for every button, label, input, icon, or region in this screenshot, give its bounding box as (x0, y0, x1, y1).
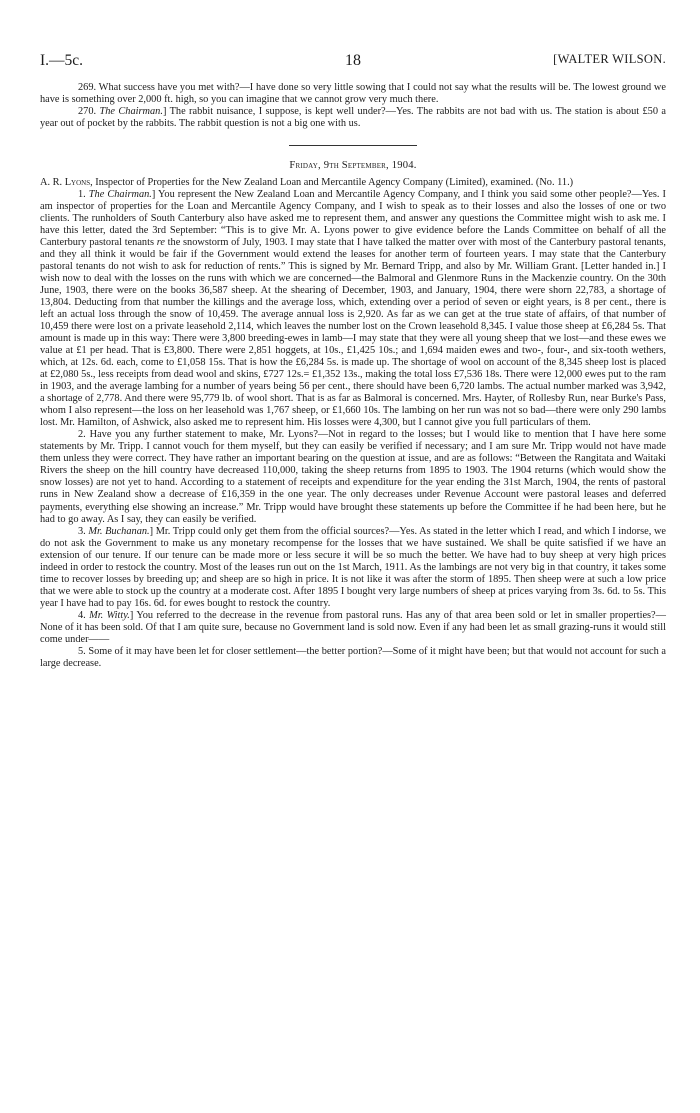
paragraph-text: ] The rabbit nuisance, I suppose, is kept well under?—Yes. The rabbits are not bad with us. The station is about £50 a year out of pocket by the rabbits. The rabbit question is not a big one with us. (40, 106, 667, 130)
paragraph-text: 5. Some of it may have been let for closer settlement—the better portion?—Some of it might have been; but that would not account for such a large decrease. (40, 645, 666, 669)
paragraph (40, 189, 666, 429)
paragraph (40, 526, 666, 610)
section-divider (289, 145, 417, 146)
paragraph (40, 429, 666, 525)
paragraph-text: ] You referred to the decrease in the revenue from pastoral runs. Has any of that area been sold or let in smaller properties?—None of it has been sold. Of that I am quite sure, because no Government land is sold now. Even if any had been let as small grazing-runs it would still come under—— (40, 609, 666, 645)
speaker-name: re (156, 237, 165, 249)
paragraph-text: 270. (78, 106, 100, 118)
paragraph-text: 3. (78, 525, 89, 537)
paragraph-text: ] Mr. Tripp could only get them from the official sources?—Yes. As stated in the letter which I read, and which I indorse, we do not ask the Government to make us any monetary recompense for the losses that we have sustained. We shall be quite satisfied if we have an extension of our tenure. If our tenure can be made more or less secure it will be so much the better. We have had to buy sheep at very high prices indeed in order to restock the country. Most of the leases run out on the 1st March, 1911. As the lambings are not very big in that country, it takes some time to recover losses by breeding up; and sheep are so high in price. It is not like it was after the storm of 1895. Then sheep were at such a low price that we were able to stock up the country at a moderate cost. After 1895 I bought very large numbers of sheep at prices varying from 3s. 6d. to 5s. This year I have had to pay 16s. 6d. for ewes bought to restock the country. (40, 525, 666, 609)
page-number: 18 (345, 52, 361, 69)
sitting-date: Friday, 9th September, 1904. (289, 160, 417, 172)
paragraph-text: 269. What success have you met with?—I have done so very little sowing that I could not say what the results will be. The lowest ground we have is something over 2,000 ft. high, so you can imagine that we cannot grow very much there. (40, 82, 666, 106)
paragraph (40, 646, 666, 670)
witness-description: , Inspector of Properties for the New Zealand Loan and Mercantile Agency Company (Limited), examined. (No. 11.) (90, 177, 574, 189)
top-paragraphs (40, 82, 666, 130)
speaker-name: Mr. Buchanan. (88, 525, 150, 537)
paragraph (40, 610, 666, 646)
speaker-name: The Chairman. (88, 189, 152, 201)
speaker-name: The Chairman. (99, 106, 163, 118)
paragraph-text: 1. (78, 189, 89, 201)
paragraph (40, 82, 666, 106)
paragraph-text: 4. (78, 609, 90, 621)
witness-name: A. R. Lyons (40, 177, 91, 189)
paragraph-text: ] You represent the New Zealand Loan and Mercantile Agency Company, and I think you said some other people?—Yes. I am inspector of properties for the Loan and Mercantile Agency Company, and I wish to speak as to their losses and also the losses of one or two clients. The runholders of South Canterbury also have asked me to represent them, and answer any questions the Committee might wish to ask me. I have this letter, dated the 3rd September: “This is to give Mr. A. Lyons power to give evidence before the Lands Committee on behalf of all the Canterbury pastoral tenants (40, 189, 666, 249)
paragraph (40, 106, 666, 130)
evidence-paragraphs (40, 189, 666, 670)
paragraph-text: 2. Have you any further statement to make, Mr. Lyons?—Not in regard to the losses; but I would like to mention that I have here some statements by Mr. Tripp. I cannot vouch for them myself, but they can easily be verified if necessary; and I am sure Mr. Tripp would not have made them unless they were correct. They have rather an important bearing on the question at issue, and are as follows: “Between the Rangitata and Waitaki Rivers the sheep on the hill country have decreased 110,000, taking the sheep returns from 1895 to 1903. The 1904 returns (which would show the snow losses) are not yet to hand. According to a statement of receipts and expenditure for the year ending the 31st March, 1904, the rents of pastoral runs in New Zealand show a decrease of £16,359 in the one year. The only decreases under Revenue Account were pastoral leases and deferred payments, everything else showing an increase.” Mr. Tripp would have brought these statements up before the Committee if he had been here, but he had to go away. As I say, they can easily be verified. (40, 429, 666, 525)
paper-reference: I.—5c. (40, 52, 84, 69)
page-header (40, 52, 666, 82)
witness-running-head: [WALTER WILSON. (553, 52, 666, 66)
document-body (40, 82, 666, 670)
paragraph-text: the snowstorm of July, 1903. I may state that I have talked the matter over with most of the Canterbury pastoral tenants, and they all think it would be fair if the Government would extend the leases for another term of fourteen years. I may state that the Canterbury pastoral tenants do not wish to ask for reduction of rents.” This is signed by Mr. Bernard Tripp, and also by Mr. William Grant. [Letter handed in.] I wish now to deal with the losses on the runs with which we are concerned—the Balmoral and Glenmore Runs in the Mackenzie country. On the 30th June, 1903, there were on the books 36,587 sheep. At the shearing of December, 1903, and January, 1904, there were shorn 22,783, a shortage of 13,804. Deducting from that number the killings and the average loss, which, extending over a period of seven or eight years, is 8 per cent., there is left an actual loss through the snow of 10,459. The average annual loss is 2,920. As far as we can get at the true state of affairs, of that number of 10,459 there were lost on a private leasehold 2,114, which leaves the number lost on the Crown leasehold 8,345. I value those sheep at £6,284 5s. That amount is made up in this way: There were 3,800 breeding-ewes in lamb—I may state that they were all young sheep that we lost—and these ewes we value at £1 per head. That is £3,800. There were 2,851 hoggets, at 10s., £1,425 10s.; and 1,694 maiden ewes and two-, four-, and six-tooth wethers, which, at 12s. 6d. each, come to £1,058 15s. That is how the £6,284 5s. is made up. The shortage of wool on account of the 8,345 sheep lost is placed at £2,080 5s., less receipts from dead wool and skins, £727 12s.= £1,352 13s., making the total loss £7,536 18s. There were 12,000 ewes put to the ram in 1903, and the average lambing for a number of years being 56 per cent., there should have been 6,720 lambs. The actual number marked was 3,942, a shortage of 2,778. And there were 95,779 lb. of wool short. That is as far as Balmoral is concerned. Mrs. Hayter, of Rollesby Run, near Burke's Pass, whom I also represent—the loss on her leasehold was 1,767 sheep, or £1,660 10s. The lambing on her run was not so bad—there were only 290 lambs lost. Mr. Hamilton, of Ashwick, also asked me to represent him. His losses were 4,300, but I cannot give you full particulars of them. (40, 237, 666, 429)
witness-heading (40, 177, 666, 189)
speaker-name: Mr. Witty. (89, 609, 130, 621)
